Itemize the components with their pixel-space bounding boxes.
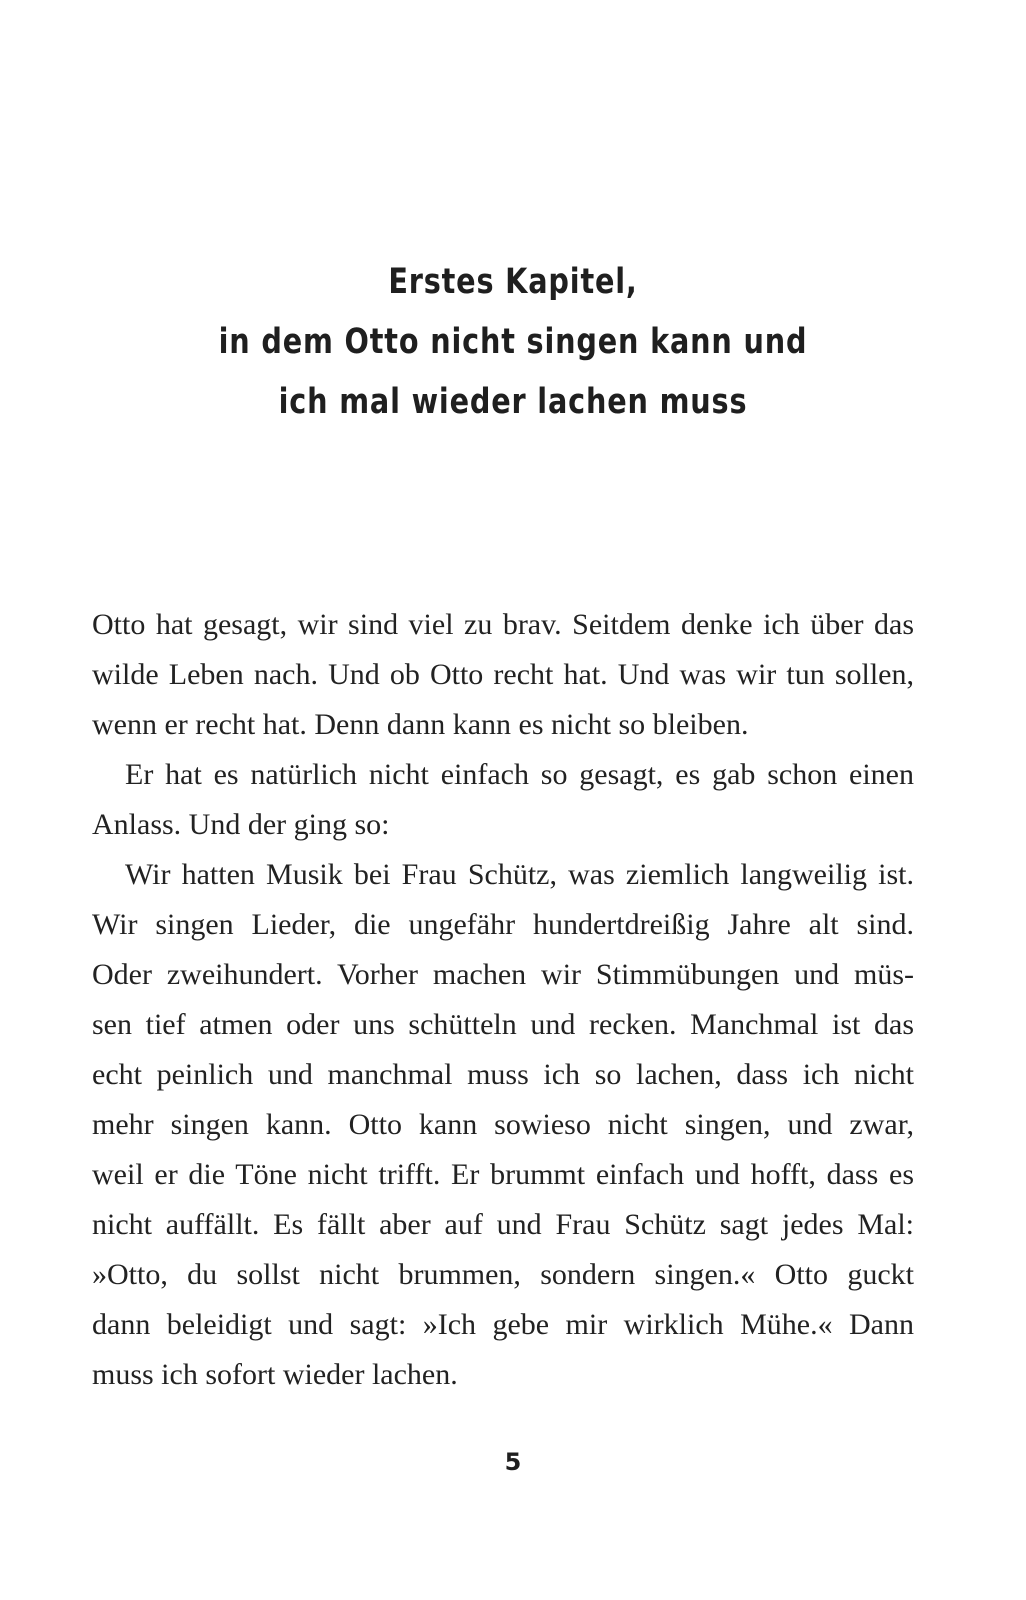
chapter-heading-line-3: ich mal wieder lachen muss [278,382,748,422]
text-line: muss ich sofort wieder lachen. [92,1358,458,1391]
text-line: Oder zweihundert. Vorher machen wir Stimmübungen und müs- [92,958,914,991]
text-line: wenn er recht hat. Denn dann kann es nicht so bleiben. [92,708,749,741]
text-line: echt peinlich und manchmal muss ich so lachen, dass ich nicht [92,1058,914,1091]
text-line: mehr singen kann. Otto kann sowieso nicht singen, und zwar, [92,1108,914,1141]
text-line: Wir hatten Musik bei Frau Schütz, was ziemlich langweilig ist. [125,858,914,891]
chapter-heading [92,252,933,432]
text-line: wilde Leben nach. Und ob Otto recht hat. Und was wir tun sollen, [92,658,914,691]
text-line: sen tief atmen oder uns schütteln und recken. Manchmal ist das [92,1008,914,1041]
chapter-heading-line-2: in dem Otto nicht singen kann und [218,322,808,362]
text-line: Er hat es natürlich nicht einfach so gesagt, es gab schon einen [125,758,914,791]
body-text [92,600,914,1400]
text-line: »Otto, du sollst nicht brummen, sondern singen.« Otto guckt [92,1258,914,1291]
text-line: dann beleidigt und sagt: »Ich gebe mir wirklich Mühe.« Dann [92,1308,914,1341]
text-line: nicht auffällt. Es fällt aber auf und Frau Schütz sagt jedes Mal: [92,1208,914,1241]
page-number: 5 [504,1448,522,1476]
text-line: Anlass. Und der ging so: [92,808,390,841]
text-line: Wir singen Lieder, die ungefähr hundertdreißig Jahre alt sind. [92,908,914,941]
text-line: Otto hat gesagt, wir sind viel zu brav. Seitdem denke ich über das [92,608,914,641]
chapter-heading-line-1: Erstes Kapitel, [388,262,638,302]
text-line: weil er die Töne nicht trifft. Er brummt einfach und hofft, dass es [92,1158,914,1191]
